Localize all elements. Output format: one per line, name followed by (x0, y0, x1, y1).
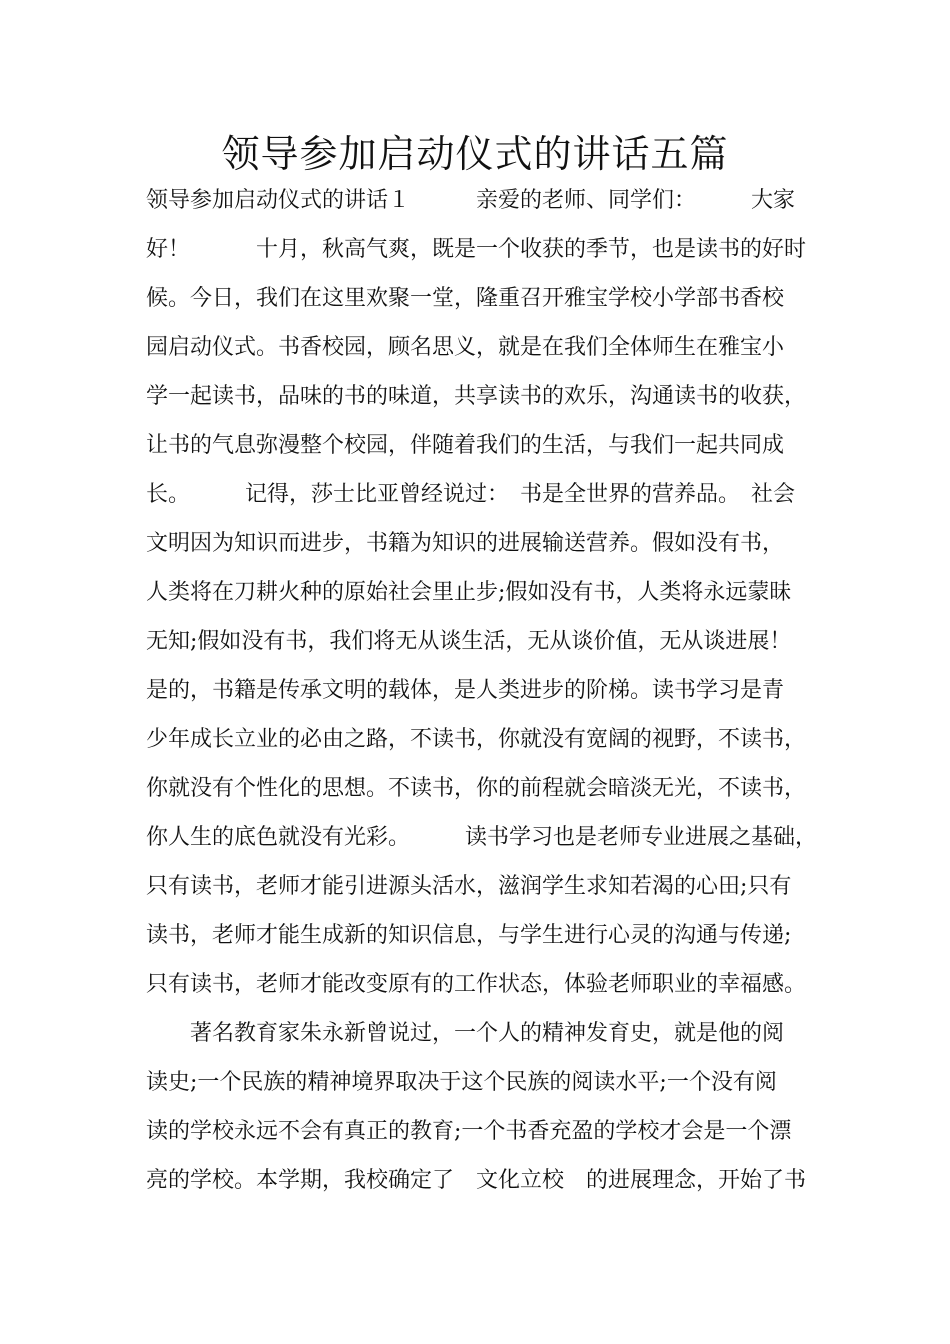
body-line: 让书的气息弥漫整个校园，伴随着我们的生活，与我们一起共同成 (146, 433, 785, 458)
body-line: 读的学校永远不会有真正的教育;一个书香充盈的学校才会是一个漂 (146, 1119, 792, 1144)
body-line: 亮的学校。本学期，我校确定了 文化立校 的进展理念，开始了书 (146, 1168, 807, 1193)
document-body (146, 176, 826, 1205)
body-line: 无知;假如没有书，我们将无从谈生活，无从谈价值，无从谈进展！ (146, 629, 792, 654)
body-line: 人类将在刀耕火种的原始社会里止步;假如没有书，人类将永远蒙昧 (146, 580, 792, 605)
body-line: 学一起读书，品味的书的味道，共享读书的欢乐，沟通读书的收获， (146, 384, 807, 409)
body-line: 文明因为知识而进步，书籍为知识的进展输送营养。假如没有书， (146, 531, 785, 556)
body-line: 著名教育家朱永新曾说过，一个人的精神发育史，就是他的阅 (146, 1021, 785, 1046)
body-line: 少年成长立业的必由之路，不读书，你就没有宽阔的视野，不读书， (146, 727, 807, 752)
body-line: 是的，书籍是传承文明的载体，是人类进步的阶梯。读书学习是青 (146, 678, 785, 703)
body-line: 领导参加启动仪式的讲话１ 亲爱的老师、同学们： 大家 (146, 188, 796, 213)
body-line: 候。今日，我们在这里欢聚一堂，隆重召开雅宝学校小学部书香校 (146, 286, 785, 311)
body-line: 只有读书，老师才能引进源头活水，滋润学生求知若渴的心田;只有 (146, 874, 792, 899)
document-title: 领导参加启动仪式的讲话五篇 (221, 132, 729, 176)
body-line: 园启动仪式。书香校园，顾名思义，就是在我们全体师生在雅宝小 (146, 335, 785, 360)
body-line: 好！ 十月，秋高气爽，既是一个收获的季节，也是读书的好时 (146, 237, 807, 262)
body-line: 读书，老师才能生成新的知识信息，与学生进行心灵的沟通与传递; (146, 923, 792, 948)
body-line: 你人生的底色就没有光彩。 读书学习也是老师专业进展之基础， (146, 825, 818, 850)
body-line: 你就没有个性化的思想。不读书，你的前程就会暗淡无光，不读书， (146, 776, 807, 801)
body-line: 只有读书，老师才能改变原有的工作状态，体验老师职业的幸福感。 (146, 972, 807, 997)
body-line: 读史;一个民族的精神境界取决于这个民族的阅读水平;一个没有阅 (146, 1070, 777, 1095)
body-line: 长。 记得，莎士比亚曾经说过： 书是全世界的营养品。 社会 (146, 482, 796, 507)
